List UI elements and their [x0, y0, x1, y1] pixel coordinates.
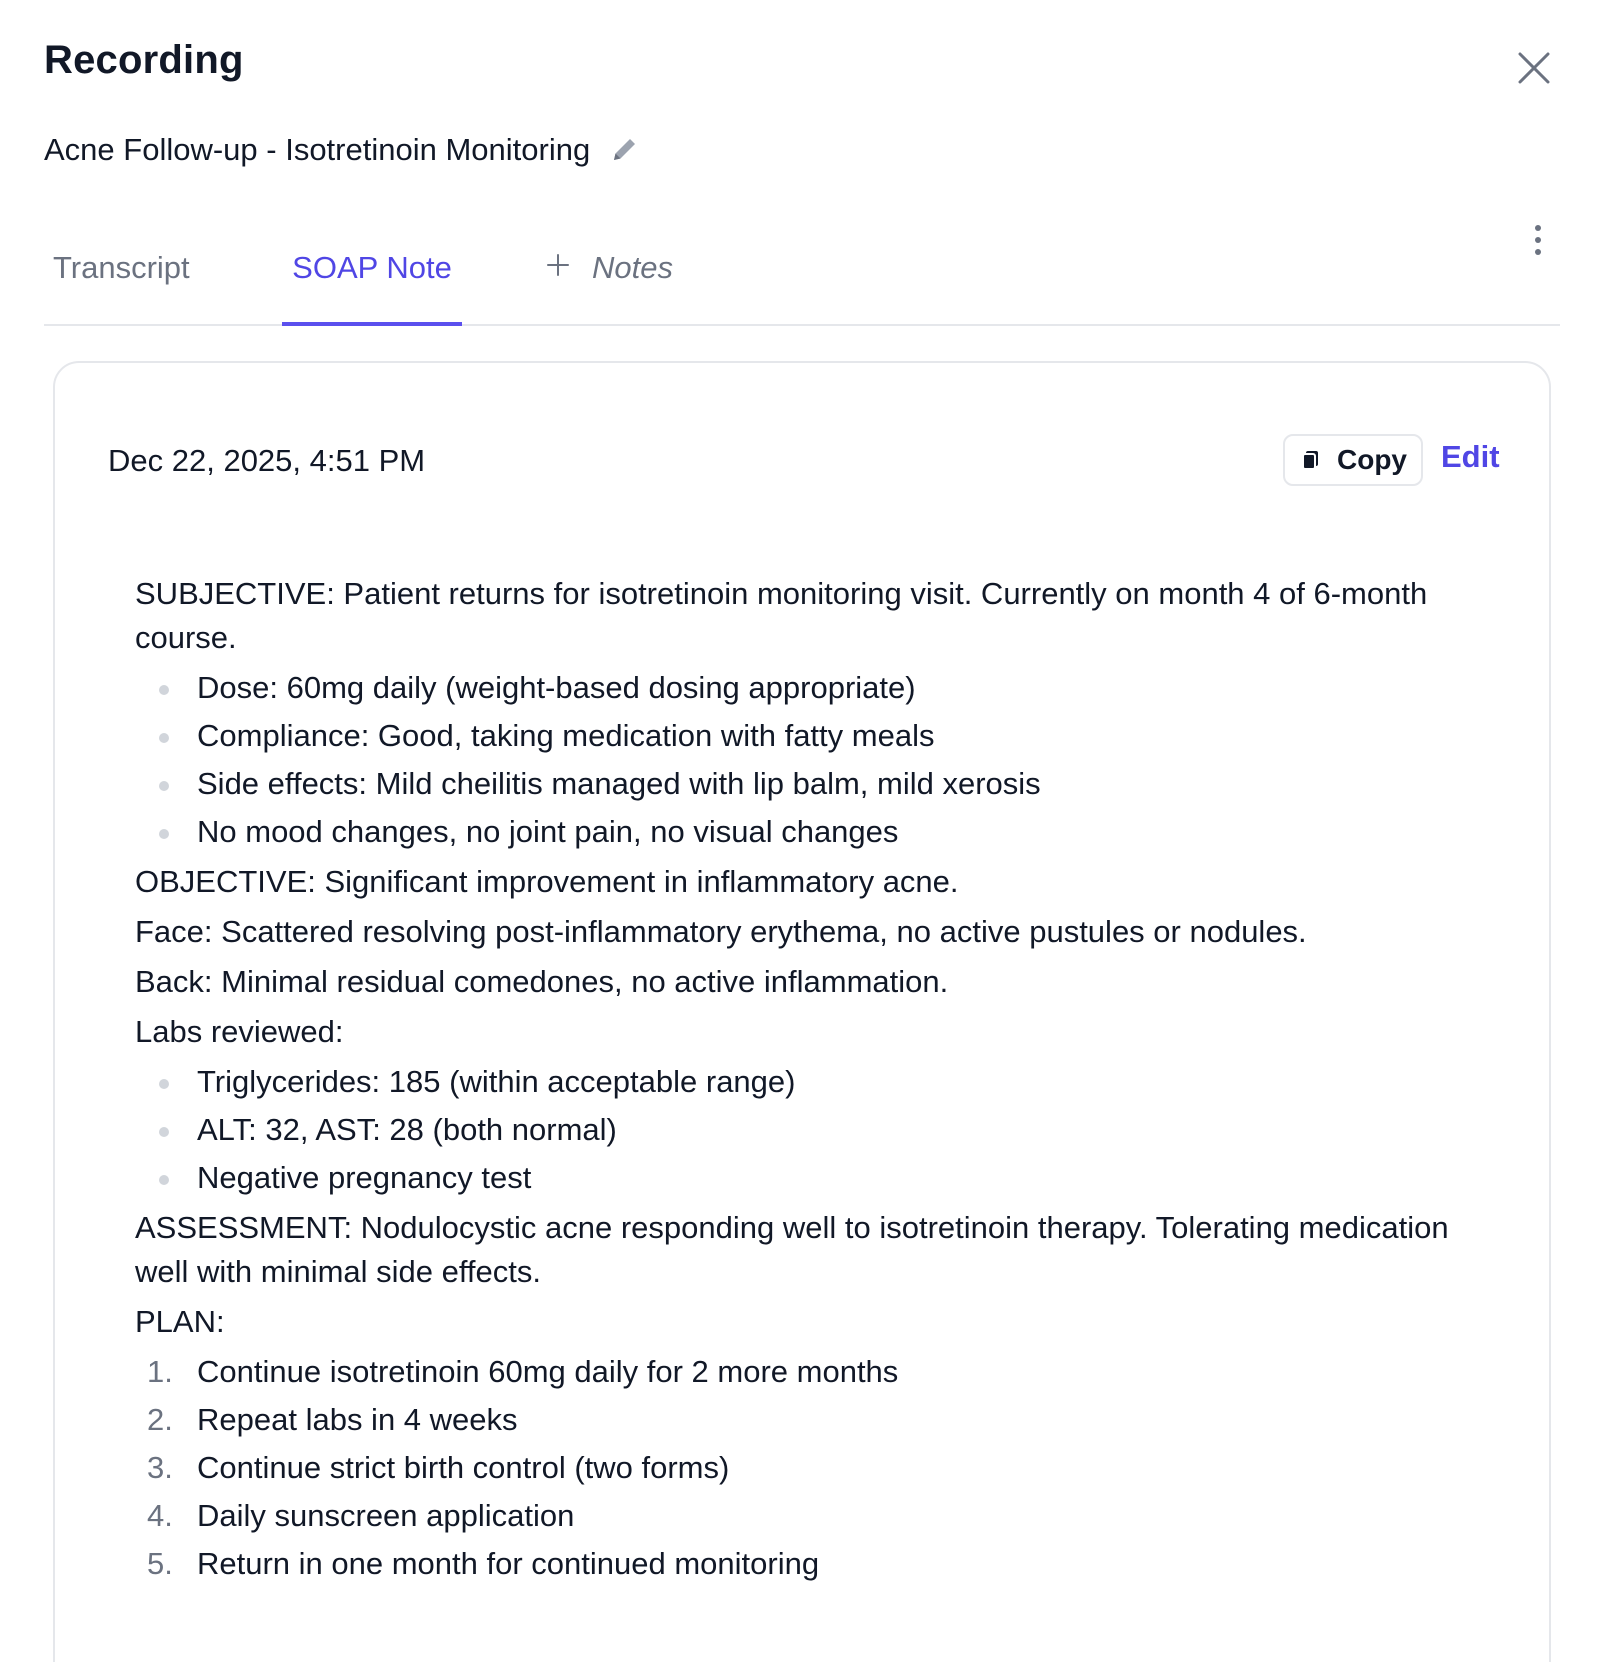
- list-item-text: Negative pregnancy test: [197, 1160, 532, 1195]
- plan-item-text: Repeat labs in 4 weeks: [197, 1402, 518, 1437]
- panel-title: Recording: [44, 38, 244, 82]
- copy-button[interactable]: [1283, 434, 1423, 486]
- bullet: [159, 685, 169, 695]
- plan-item-number: 4.: [147, 1498, 173, 1533]
- copy-button-label: Copy: [1337, 444, 1407, 475]
- tab-bar: [44, 220, 1560, 326]
- edit-note-button[interactable]: Edit: [1441, 439, 1500, 474]
- list-item: [135, 810, 1495, 854]
- plan-item-text: Return in one month for continued monitoring: [197, 1546, 820, 1581]
- plan-item: [135, 1350, 1495, 1394]
- plan-list: [135, 1350, 1495, 1586]
- list-item: [135, 1108, 1495, 1152]
- labs-heading: Labs reviewed:: [135, 1014, 344, 1049]
- plan-item-text: Daily sunscreen application: [197, 1498, 575, 1533]
- list-item-text: No mood changes, no joint pain, no visual changes: [197, 814, 899, 849]
- tab-transcript-label: Transcript: [53, 250, 190, 285]
- plan-item: [135, 1494, 1495, 1538]
- list-item-text: Side effects: Mild cheilitis managed with lip balm, mild xerosis: [197, 766, 1041, 801]
- face-text: Face: Scattered resolving post-inflammatory erythema, no active pustules or nodules.: [135, 914, 1307, 949]
- bullet: [159, 1127, 169, 1137]
- bullet: [159, 829, 169, 839]
- list-item-text: Triglycerides: 185 (within acceptable range): [197, 1064, 796, 1099]
- pencil-icon: [606, 132, 642, 168]
- bullet: [159, 1079, 169, 1089]
- list-item: [135, 1156, 1495, 1200]
- edit-title-button[interactable]: [606, 132, 642, 168]
- tab-notes[interactable]: [544, 220, 673, 324]
- plan-item-number: 2.: [147, 1402, 173, 1437]
- note-date: Dec 22, 2025, 4:51 PM: [108, 443, 426, 478]
- plan-item-text: Continue strict birth control (two forms): [197, 1450, 730, 1485]
- plan-heading: PLAN:: [135, 1304, 225, 1339]
- plan-item-number: 5.: [147, 1546, 173, 1581]
- copy-icon: [1299, 448, 1323, 472]
- list-item-text: Compliance: Good, taking medication with fatty meals: [197, 718, 935, 753]
- subjective-list: [135, 666, 1495, 854]
- soap-note-card: [53, 361, 1551, 1662]
- bullet: [159, 733, 169, 743]
- plus-icon: [544, 251, 572, 279]
- active-tab-indicator: [282, 322, 462, 326]
- plan-item: [135, 1398, 1495, 1442]
- plan-item-number: 3.: [147, 1450, 173, 1485]
- plan-item: [135, 1542, 1495, 1586]
- plan-item-number: 1.: [147, 1354, 173, 1389]
- list-item: [135, 1060, 1495, 1104]
- bullet: [159, 1175, 169, 1185]
- tab-notes-label: Notes: [592, 250, 673, 285]
- more-options-button[interactable]: [1518, 220, 1558, 260]
- soap-note-content: [135, 572, 1495, 1592]
- list-item: [135, 762, 1495, 806]
- plan-item-text: Continue isotretinoin 60mg daily for 2 more months: [197, 1354, 899, 1389]
- list-item: [135, 666, 1495, 710]
- list-item-text: ALT: 32, AST: 28 (both normal): [197, 1112, 617, 1147]
- close-icon: [1512, 46, 1556, 90]
- back-text: Back: Minimal residual comedones, no active inflammation.: [135, 964, 949, 999]
- more-vertical-icon: [1518, 220, 1558, 260]
- plan-item: [135, 1446, 1495, 1490]
- recording-name: Acne Follow-up - Isotretinoin Monitoring: [44, 132, 591, 167]
- assessment-text: ASSESSMENT: Nodulocystic acne responding well to isotretinoin therapy. Tolerating medication well with minimal side effects.: [135, 1210, 1449, 1289]
- close-button[interactable]: [1512, 46, 1556, 90]
- tab-soap-note-label: SOAP Note: [292, 250, 452, 285]
- recording-title-row: [44, 126, 642, 174]
- list-item: [135, 714, 1495, 758]
- tab-soap-note[interactable]: [282, 220, 462, 324]
- tab-transcript[interactable]: [53, 220, 190, 324]
- subjective-text: SUBJECTIVE: Patient returns for isotretinoin monitoring visit. Currently on month 4 of 6-month course.: [135, 576, 1428, 655]
- objective-text: OBJECTIVE: Significant improvement in inflammatory acne.: [135, 864, 959, 899]
- labs-list: [135, 1060, 1495, 1200]
- bullet: [159, 781, 169, 791]
- list-item-text: Dose: 60mg daily (weight-based dosing appropriate): [197, 670, 916, 705]
